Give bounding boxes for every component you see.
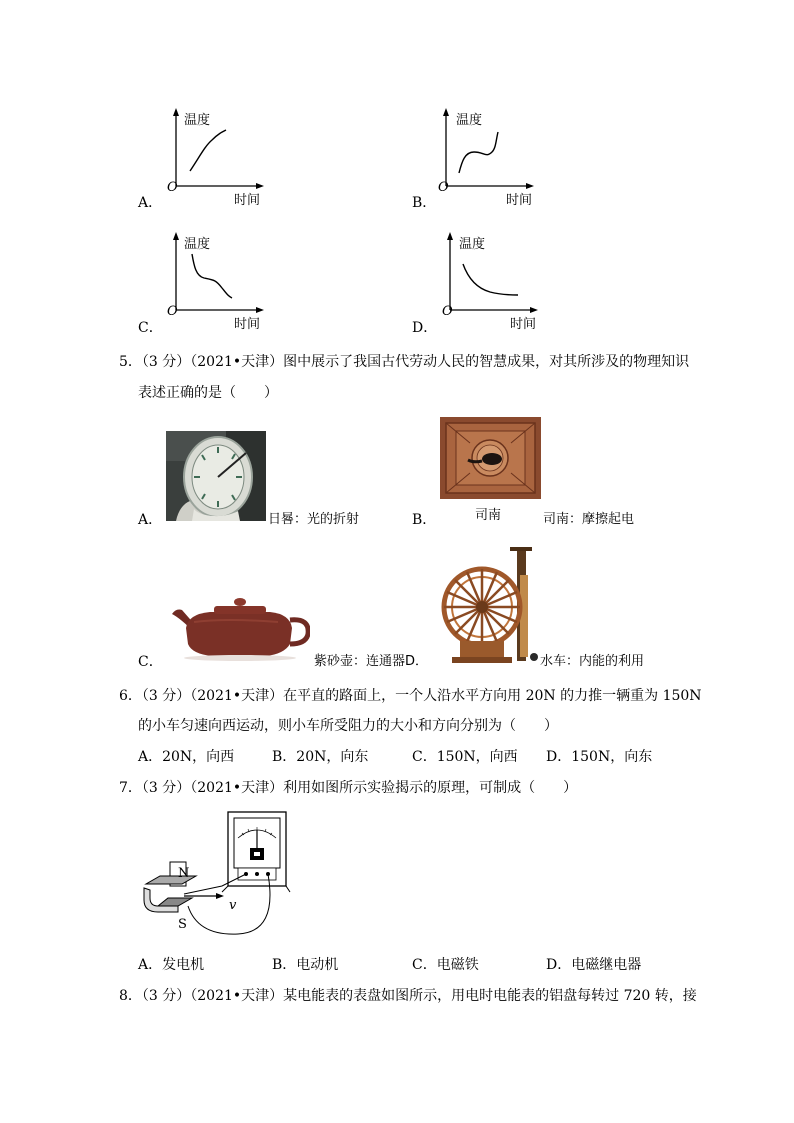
- q7-option-b: B．电动机: [272, 957, 339, 973]
- sundial-image: [166, 431, 266, 521]
- option-letter-d: D．: [412, 320, 438, 336]
- galvanometer-experiment-diagram: [138, 808, 298, 938]
- q5-option-d-caption: 水车：内能的利用: [540, 654, 645, 669]
- graph-d-origin: O: [442, 304, 453, 319]
- graph-c-xlabel: 时间: [234, 317, 261, 332]
- graph-d-ylabel: 温度: [459, 237, 486, 252]
- q5-option-c-caption: 紫砂壶：连通器D．: [314, 654, 429, 669]
- question-6-line-1: 6．（3 分）（2021•天津）在平直的路面上，一个人沿水平方向用 20N 的力推一辆重为 150N: [119, 688, 702, 704]
- question-7-line-1: 7．（3 分）（2021•天津）利用如图所示实验揭示的原理，可制成（ ）: [119, 780, 578, 796]
- option-letter-c: C．: [138, 320, 163, 336]
- graph-b-curve: [459, 132, 498, 173]
- question-5-line-2: 表述正确的是（ ）: [138, 385, 278, 401]
- graph-a-ylabel: 温度: [184, 113, 211, 128]
- q6-option-b: B．20N，向东: [272, 749, 369, 765]
- q5-option-a-caption: 日晷：光的折射: [268, 512, 360, 527]
- graph-a-curve: [190, 130, 226, 171]
- magnet-s-label: S: [178, 917, 187, 932]
- q7-option-c: C．电磁铁: [412, 957, 479, 973]
- q5-option-b-caption: 司南：摩擦起电: [543, 512, 635, 527]
- q7-option-a: A．发电机: [138, 957, 205, 973]
- magnet-n-label: N: [178, 866, 190, 881]
- graph-c-curve: [192, 254, 232, 298]
- graph-a-xlabel: 时间: [234, 193, 261, 208]
- graph-a-origin: O: [167, 180, 178, 195]
- q5-option-b-letter: B．: [412, 512, 437, 528]
- graph-b-origin: O: [438, 180, 449, 195]
- q6-option-c: C．150N，向西: [412, 749, 518, 765]
- question-8-line-1: 8．（3 分）（2021•天津）某电能表的表盘如图所示，用电时电能表的铝盘每转过 720 转，接: [119, 988, 697, 1004]
- option-letter-b: B．: [412, 195, 437, 211]
- q6-option-a: A．20N，向西: [138, 749, 235, 765]
- velocity-label: v: [229, 898, 237, 913]
- option-letter-a: A．: [138, 195, 163, 211]
- q5-option-a-letter: A．: [138, 512, 163, 528]
- graph-b-ylabel: 温度: [456, 113, 483, 128]
- compass-image: [438, 415, 543, 501]
- q6-option-d: D．150N，向东: [546, 749, 653, 765]
- q5-option-c-letter: C．: [138, 654, 163, 670]
- graph-d-xlabel: 时间: [510, 317, 537, 332]
- graph-c-ylabel: 温度: [184, 237, 211, 252]
- graph-c-origin: O: [167, 304, 178, 319]
- waterwheel-image: [440, 545, 544, 667]
- teapot-image: [166, 588, 310, 664]
- question-6-line-2: 的小车匀速向西运动，则小车所受阻力的大小和方向分别为（ ）: [138, 718, 558, 734]
- q7-option-d: D．电磁继电器: [546, 957, 642, 973]
- graph-b-xlabel: 时间: [506, 193, 533, 208]
- question-5-line-1: 5．（3 分）（2021•天津）图中展示了我国古代劳动人民的智慧成果，对其所涉及的物理知识: [119, 354, 690, 370]
- graph-d-curve: [463, 264, 518, 295]
- q5-option-b-image-label: 司南: [475, 508, 502, 523]
